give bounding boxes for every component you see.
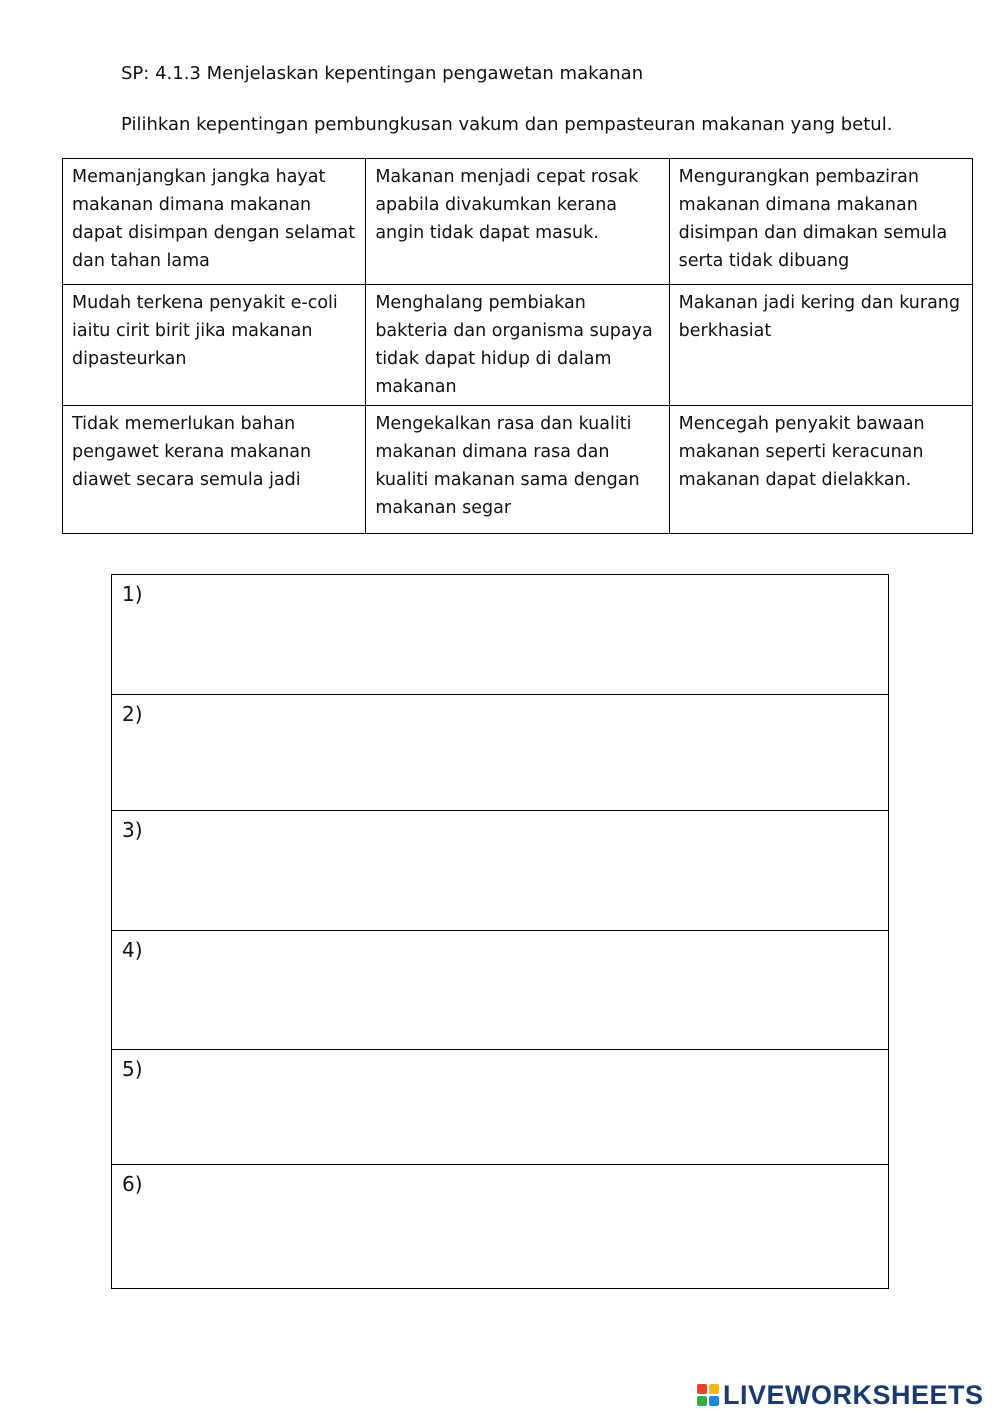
liveworksheets-icon <box>697 1384 719 1406</box>
option-cell[interactable]: Tidak memerlukan bahan pengawet kerana makanan diawet secara semula jadi <box>63 406 366 534</box>
answer-box-6[interactable] <box>112 1165 889 1289</box>
option-cell[interactable]: Mudah terkena penyakit e-coli iaitu cirit birit jika makanan dipasteurkan <box>63 285 366 406</box>
answer-number: 3) <box>122 818 143 842</box>
liveworksheets-logo[interactable] <box>697 1378 984 1412</box>
answer-number: 6) <box>122 1172 143 1196</box>
answer-number: 2) <box>122 702 143 726</box>
option-cell[interactable]: Menghalang pembiakan bakteria dan organisma supaya tidak dapat hidup di dalam makanan <box>366 285 669 406</box>
option-cell[interactable]: Mengurangkan pembaziran makanan dimana makanan disimpan dan dimakan semula serta tidak dibuang <box>669 159 972 285</box>
answer-box-1[interactable] <box>112 575 889 695</box>
answer-number: 4) <box>122 938 143 962</box>
option-cell[interactable]: Memanjangkan jangka hayat makanan dimana makanan dapat disimpan dengan selamat dan tahan lama <box>63 159 366 285</box>
options-table <box>62 158 973 534</box>
option-cell[interactable]: Makanan jadi kering dan kurang berkhasiat <box>669 285 972 406</box>
instruction-text: Pilihkan kepentingan pembungkusan vakum dan pempasteuran makanan yang betul. <box>121 114 893 135</box>
answer-number: 1) <box>122 582 143 606</box>
brand-name: LIVEWORKSHEETS <box>723 1379 984 1410</box>
option-cell[interactable]: Mencegah penyakit bawaan makanan seperti keracunan makanan dapat dielakkan. <box>669 406 972 534</box>
answer-box-4[interactable] <box>112 931 889 1050</box>
answer-box-5[interactable] <box>112 1050 889 1165</box>
standard-code-line: SP: 4.1.3 Menjelaskan kepentingan pengawetan makanan <box>121 63 644 84</box>
answer-box-3[interactable] <box>112 811 889 931</box>
answer-number: 5) <box>122 1057 143 1081</box>
option-cell[interactable]: Makanan menjadi cepat rosak apabila divakumkan kerana angin tidak dapat masuk. <box>366 159 669 285</box>
option-cell[interactable]: Mengekalkan rasa dan kualiti makanan dimana rasa dan kualiti makanan sama dengan makanan segar <box>366 406 669 534</box>
answer-box-2[interactable] <box>112 695 889 811</box>
answer-table <box>111 574 889 1289</box>
